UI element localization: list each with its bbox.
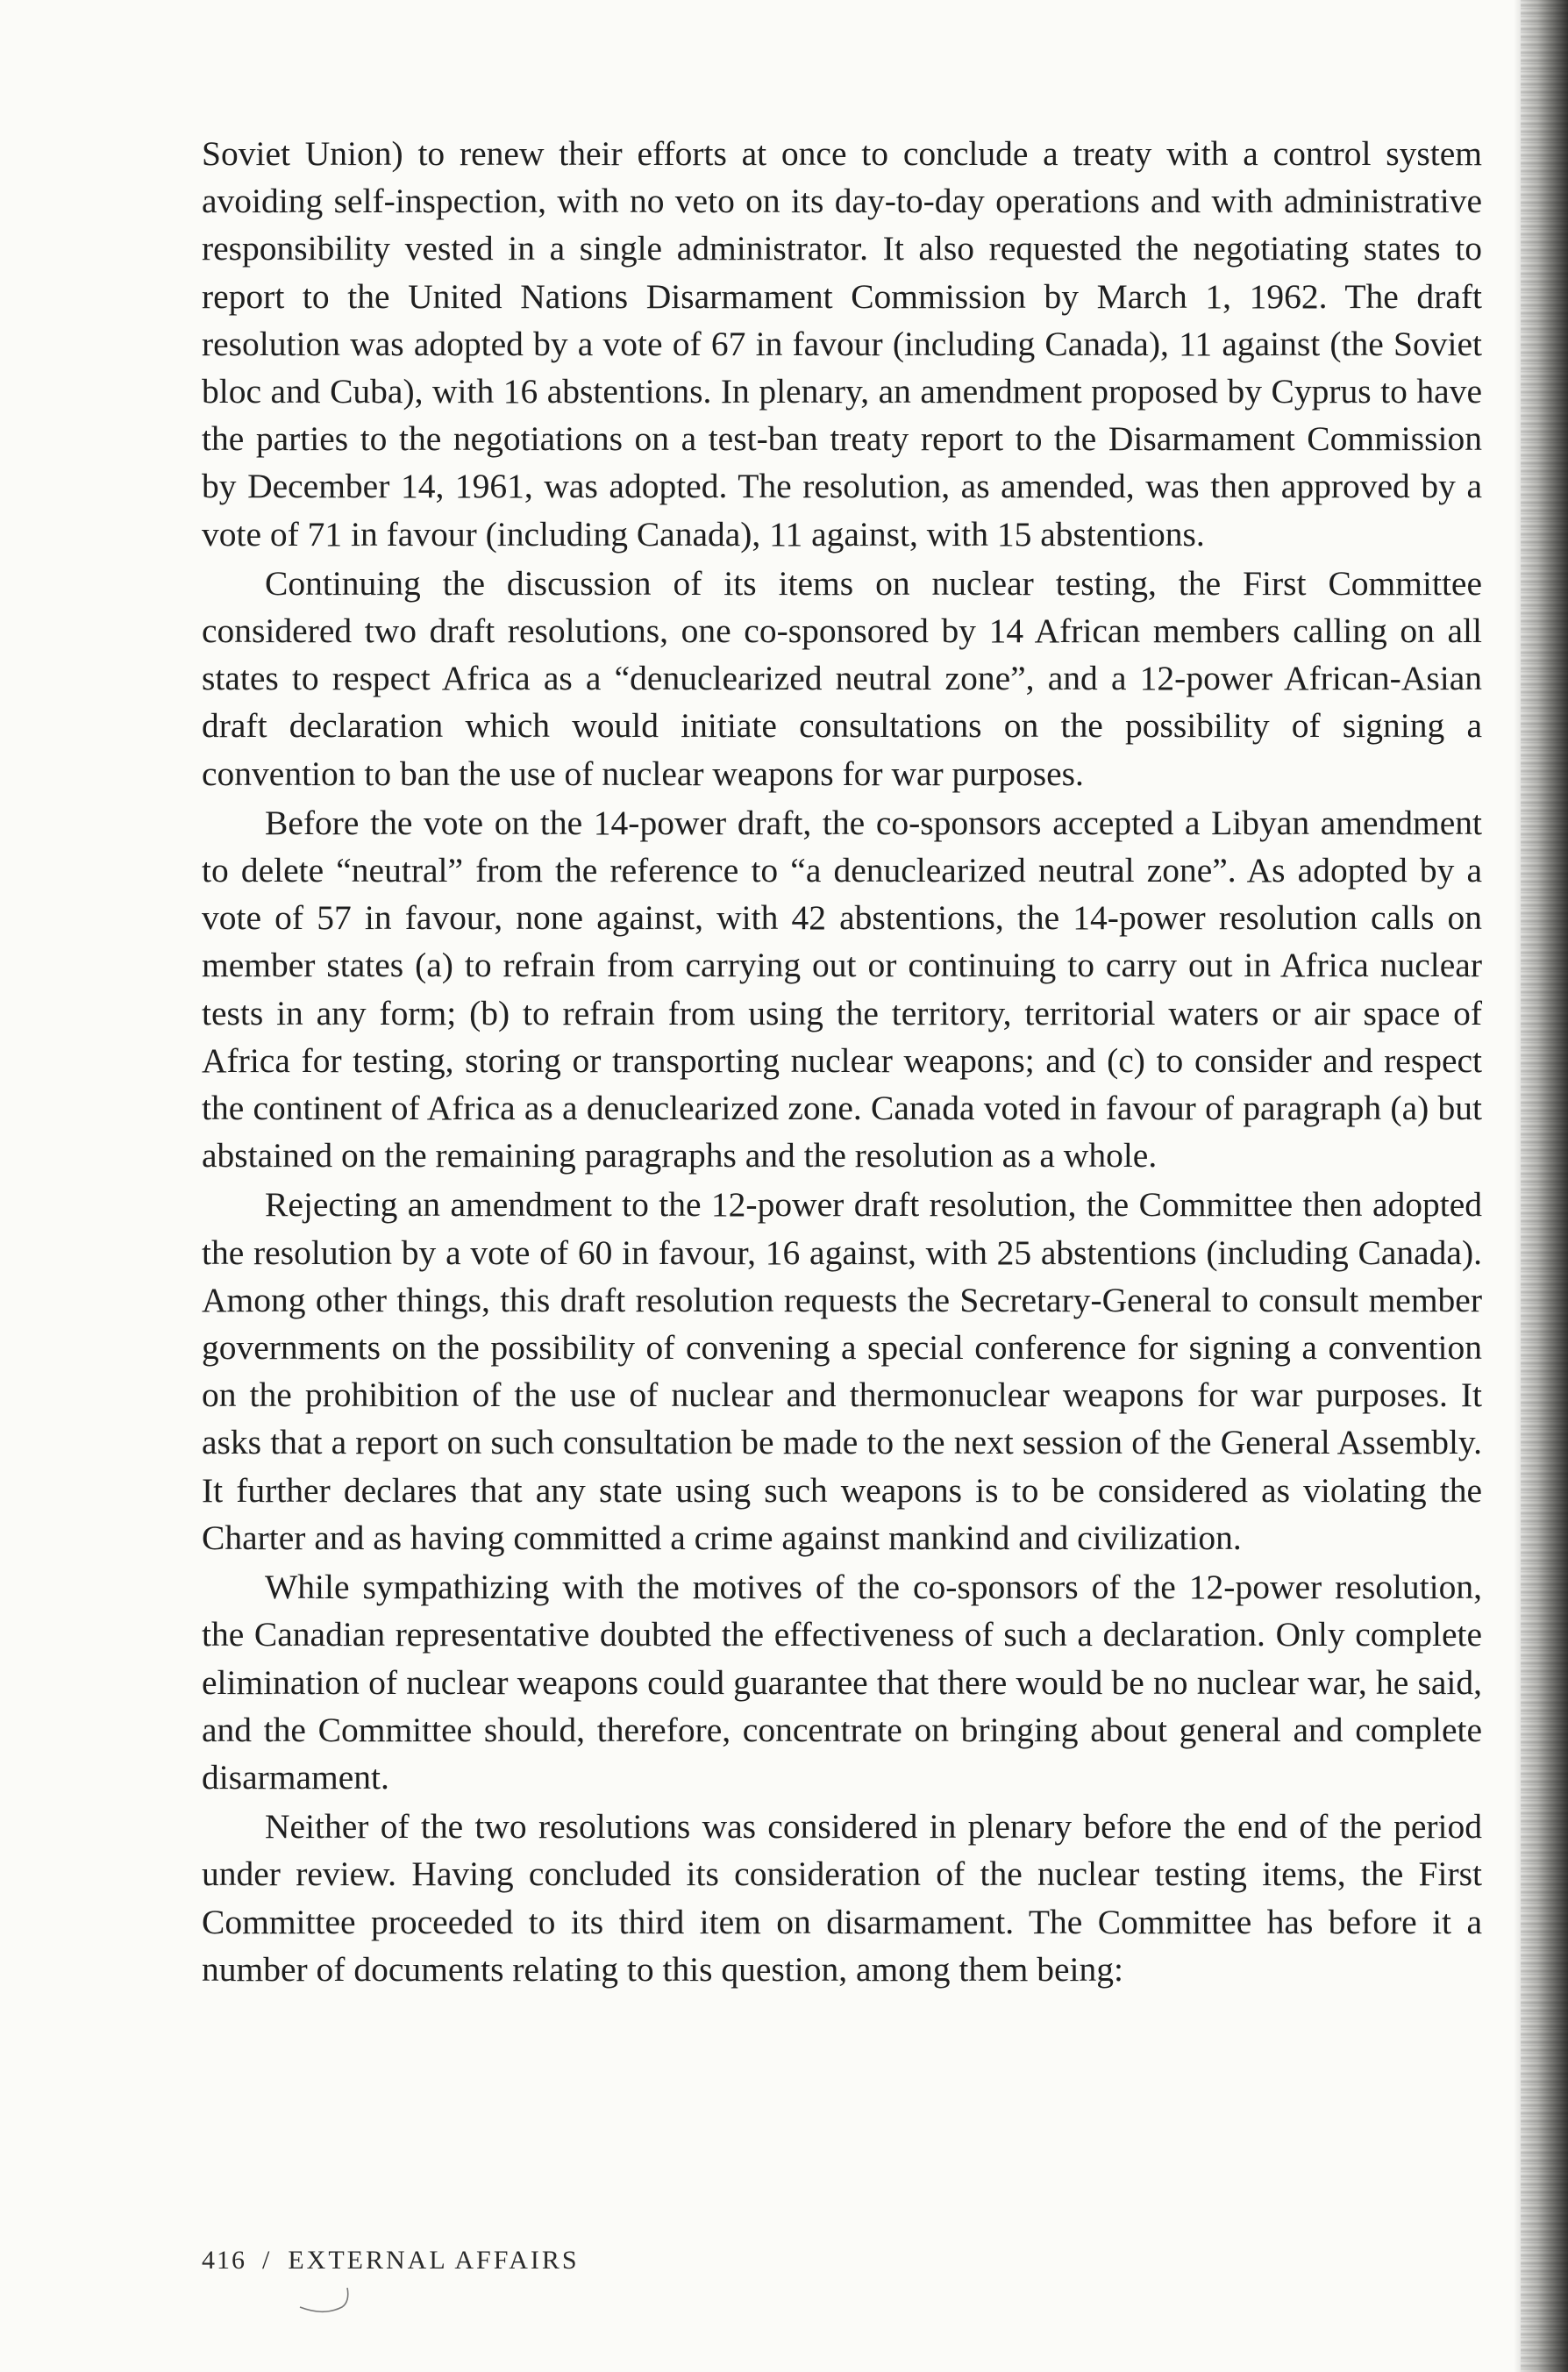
- paragraph-3: Before the vote on the 14-power draft, the co-sponsors accepted a Libyan amendment to delete “neutral” from the reference to “a denuclearized neutral zone”. As adopted by a vote of 57 in favour, none against, with 42 abstentions, the 14-power resolution calls on member states (a) to refrain from carrying out or continuing to carry out in Africa nuclear tests in any form; (b) to refrain from using the territory, territorial waters or air space of Africa for testing, storing or transporting nuclear weapons; and (c) to consider and respect the continent of Africa as a denuclearized zone. Canada voted in favour of paragraph (a) but abstained on the remaining paragraphs and the resolution as a whole.: [202, 803, 1482, 1175]
- paragraph-1: Soviet Union) to renew their efforts at once to conclude a treaty with a control system avoiding self-inspection, with no veto on its day-to-day operations and with administrative responsibility vested in a single administrator. It also requested the negotiating states to report to the United Nations Disarmament Commission by March 1, 1962. The draft resolution was adopted by a vote of 67 in favour (including Canada), 11 against (the Soviet bloc and Cuba), with 16 abstentions. In plenary, an amendment proposed by Cyprus to have the parties to the negotiations on a test-ban treaty report to the Disarmament Commission by December 14, 1961, was adopted. The resolution, as amended, was then approved by a vote of 71 in favour (including Canada), 11 against, with 15 abstentions.: [202, 134, 1482, 554]
- paragraph-2: Continuing the discussion of its items on nuclear testing, the First Committee considered two draft resolutions, one co-sponsored by 14 African members calling on all states to respect Africa as a “denuclearized neutral zone”, and a 12-power African-Asian draft declaration which would initiate consultations on the possibility of signing a convention to ban the use of nuclear weapons for war purposes.: [202, 563, 1482, 793]
- page-number: 416: [202, 2246, 246, 2275]
- page-body: [202, 130, 1482, 1993]
- pen-mark: [298, 2281, 360, 2316]
- page-footer: [202, 2246, 580, 2276]
- book-binding-edge: [1521, 0, 1568, 2372]
- footer-separator: /: [262, 2246, 273, 2275]
- page-edge-shadow: [1514, 0, 1521, 2372]
- paragraph-4: Rejecting an amendment to the 12-power draft resolution, the Committee then adopted the resolution by a vote of 60 in favour, 16 against, with 25 abstentions (including Canada). Among other things, this draft resolution requests the Secretary-General to consult member governments on the possibility of convening a special conference for signing a convention on the prohibition of the use of nuclear and thermonuclear weapons for war purposes. It asks that a report on such consultation be made to the next session of the General Assembly. It further declares that any state using such weapons is to be considered as violating the Charter and as having committed a crime against mankind and civilization.: [202, 1185, 1482, 1557]
- paragraph-6: Neither of the two resolutions was considered in plenary before the end of the period under review. Having concluded its consideration of the nuclear testing items, the First Committee proceeded to its third item on disarmament. The Committee has before it a number of documents relating to this question, among them being:: [202, 1807, 1482, 1989]
- paragraph-5: While sympathizing with the motives of the co-sponsors of the 12-power resolution, the Canadian representative doubted the effectiveness of such a declaration. Only complete elimination of nuclear weapons could guarantee that there would be no nuclear war, he said, and the Committee should, therefore, concentrate on bringing about general and complete disarmament.: [202, 1568, 1482, 1797]
- publication-name: EXTERNAL AFFAIRS: [288, 2246, 580, 2275]
